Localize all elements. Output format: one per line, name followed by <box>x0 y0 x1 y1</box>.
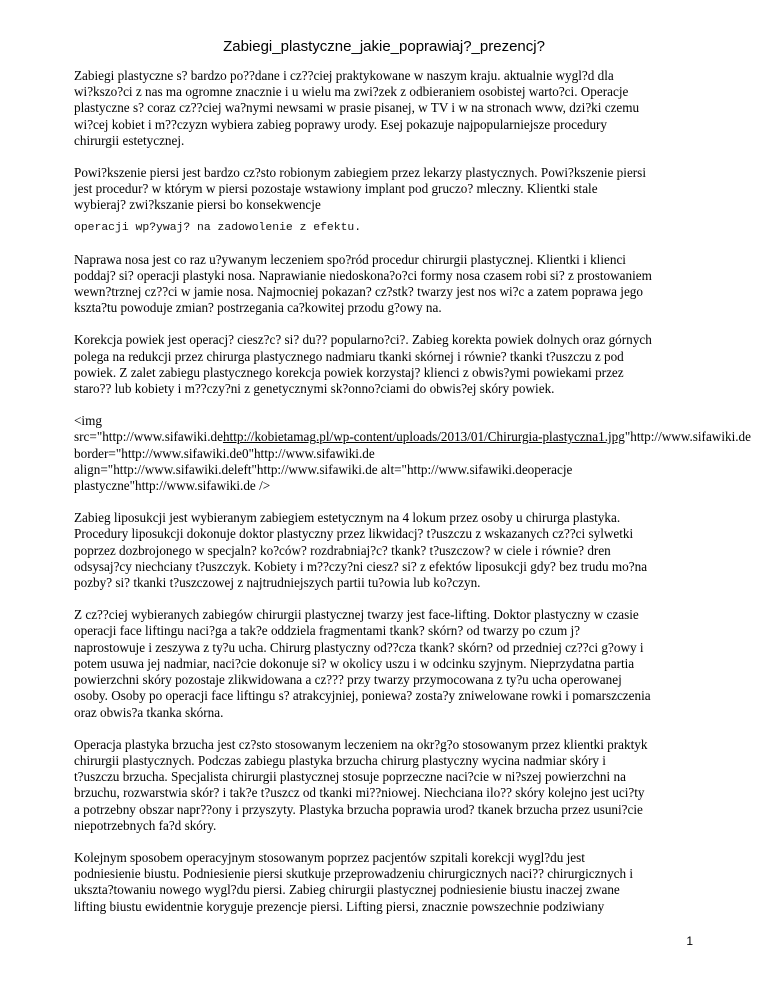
paragraph-liposuction: Zabieg liposukcji jest wybieranym zabiegiem estetycznym na 4 lokum przez osoby u chirurga plastyka. Procedury liposukcji dokonuje doktor plastyczny przez likwidacj? t?uszczu z wskazanych cz??ci sylwetki poprzez dozbrojonego w specjaln? ko?ców? rozdrabniaj?c? tkank? t?uszczow? w ciele i równie? dren odsysaj?cy niechciany t?uszczyk. Kobiety i m??czy?ni ciesz? si? z efektów liposukcji gdy? bez trudu mo?na pozby? si? tkanki t?uszczowej z najtrudniejszych partii tu?owia lub ko?czyn. <box>74 510 648 591</box>
paragraph-rhinoplasty: Naprawa nosa jest co raz u?ywanym leczeniem spo?ród procedur chirurgii plastycznej. Klientki i klienci poddaj? si? operacji plastyki nosa. Naprawianie niedoskona?o?ci formy nosa czasem robi si? z prostowaniem wewn?trznej cz??ci w jamie nosa. Najmocniej pokazan? cz?stk? twarzy jest nos wi?c a zatem poprawa jego kszta?tu powoduje zmian? postrzegania ca?kowitej przodu g?owy na. <box>74 251 652 316</box>
image-url-link[interactable]: http://kobietamag.pl/wp-content/uploads/2013/01/Chirurgia-plastyczna1.jpg <box>222 429 625 445</box>
code-line-1: <img <box>74 413 102 429</box>
page-number: 1 <box>686 934 693 948</box>
paragraph-eyelid-correction: Korekcja powiek jest operacj? ciesz?c? si? du?? popularno?ci?. Zabieg korekta powiek dolnych oraz górnych polega na redukcji przez chirurga plastycznego nadmiaru tkanki skórnej i równie? tkanki t?uszczu z pod powiek. Z zalet zabiegu plastycznego korekcja powiek korzystaj? klienci z obwis?ymi powiekami przez staro?? lub kobiety i m??czy?ni z genetycznymi sk?onno?ciami do obwis?ej skóry powiek. <box>74 332 652 397</box>
paragraph-intro: Zabiegi plastyczne s? bardzo po??dane i cz??ciej praktykowane w naszym kraju. aktualnie wygl?d dla wi?kszo?ci z nas ma ogromne znacznie i u wielu ma zwi?zek z odbieraniem osobistej warto?ci. Operacje plastyczne s? coraz cz??ciej wa?nymi newsami w prasie pisanej, w TV i w na stronach www, dzi?ki czemu wi?cej kobiet i m??czyzn wybiera zabieg poprawy urody. Esej pokazuje najpopularniejsze procedury chirurgii estetycznej. <box>74 68 640 148</box>
paragraph-breast-augmentation: Powi?kszenie piersi jest bardzo cz?sto robionym zabiegiem przez lekarzy plastycznych. Powi?kszenie piersi jest procedur? w którym w piersi pozostaje wstawiony implant pod gruczo? mleczny. Klientki stale wybieraj? zwi?kszanie piersi bo konsekwencje <box>74 165 646 213</box>
document-body <box>74 68 751 931</box>
code-line-2-prefix: src="http://www.sifawiki.de <box>74 429 223 445</box>
paragraph-face-lifting: Z cz??ciej wybieranych zabiegów chirurgii plastycznej twarzy jest face-lifting. Doktor plastyczny w czasie operacji face liftingu naci?ga a tak?e oddziela fragmentami tkank? skórn? od twarzy po czum j? naprostowuje i zeszywa z ty?u ucha. Chirurg plastyczny od??cza tkank? skórn? od przedniej cz??ci g?owy i potem usuwa jej nadmiar, naci?cie dokonuje si? w okolicy uszu i w odcinku szyjnym. Nieprzydatna partia powierzchni skóry pozostaje zlikwidowana a cz??? przy twarzy przymocowana z ty?u ucha operowanej osoby. Osoby po operacji face liftingu s? atrakcyjniej, poniewa? zosta?y zniwelowane rowki i pomarszczenia oraz obwis?a tkanka skórna. <box>74 607 651 720</box>
paragraph-breast-lift: Kolejnym sposobem operacyjnym stosowanym poprzez pacjentów szpitali korekcji wygl?du jest podniesienie biustu. Podniesienie piersi skutkuje przeprowadzeniu chirurgicznych naci?? chirurgicznych i ukszta?towaniu nowego wygl?du piersi. Zabieg chirurgii plastycznej podniesienie biustu inaczej zwane lifting biustu ewidentnie koryguje prezencje piersi. Lifting piersi, znacznie powszechnie podziwiany <box>74 849 634 914</box>
code-line-4: align="http://www.sifawiki.deleft"http://www.sifawiki.de alt="http://www.sifawiki.deoperacje <box>74 461 573 477</box>
paragraph-abdominoplasty: Operacja plastyka brzucha jest cz?sto stosowanym leczeniem na okr?g?o stosowanym przez klientki praktyk chirurgii plastycznych. Podczas zabiegu plastyka brzucha chirurg plastyczny wycina nadmiar skóry i t?uszczu brzucha. Specjalista chirurgii plastycznej stosuje poprzeczne naci?cie w ni?szej powierzchni na brzuchu, rozwarstwia skór? i tak?e t?uszcz od tkanki mi??niowej. Niechciana ilo?? skóry kolejno jest uci?ty a potrzebny obszar napr??ony i przyszyty. Plastyka brzucha poprawia urod? tkanek brzucha przez usuni?cie niepotrzebnych fa?d skóry. <box>74 736 648 833</box>
code-line-2-suffix: "http://www.sifawiki.de <box>624 429 751 445</box>
paragraph-monospace-line: operacji wp?ywaj? na zadowolenie z efektu. <box>74 221 362 234</box>
code-line-5: plastyczne"http://www.sifawiki.de /> <box>74 478 271 494</box>
code-line-3: border="http://www.sifawiki.de0"http://www.sifawiki.de <box>74 445 375 461</box>
document-title: Zabiegi_plastyczne_jakie_poprawiaj?_prezencj? <box>223 38 545 55</box>
image-code-block <box>74 413 768 494</box>
